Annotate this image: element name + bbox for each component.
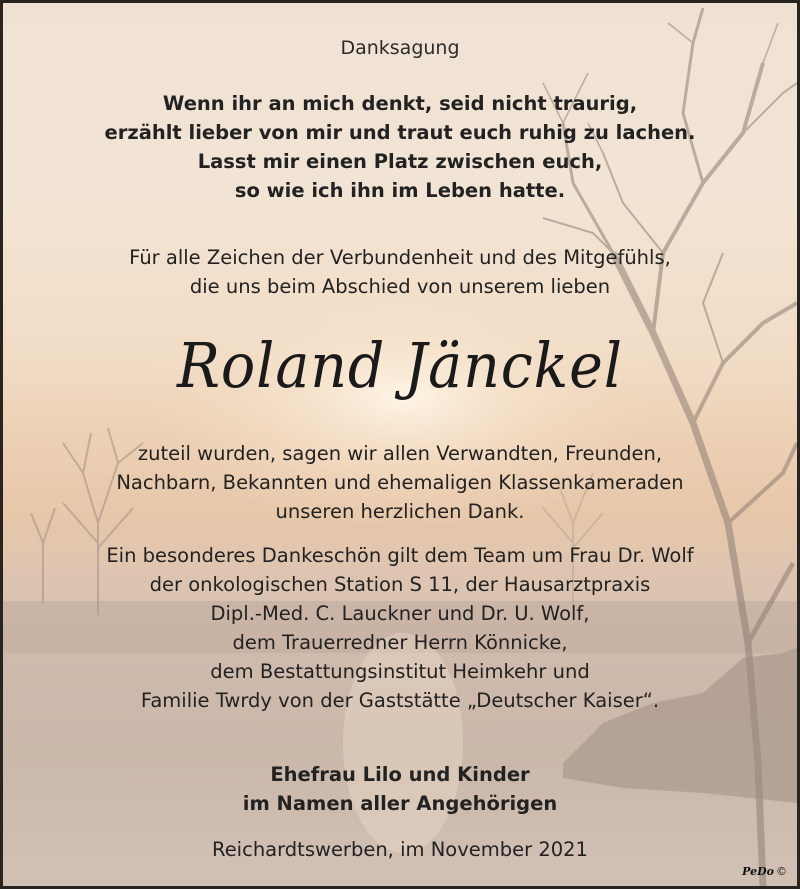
place-date: Reichardtswerben, im November 2021	[212, 838, 588, 861]
watermark-text: PeDo	[742, 865, 774, 878]
special-thanks-line: der onkologischen Station S 11, der Hausarztpraxis	[149, 573, 651, 596]
thanks-line: unseren herzlichen Dank.	[275, 500, 525, 523]
header-title: Danksagung	[340, 37, 460, 59]
signature-line: Ehefrau Lilo und Kinder	[270, 763, 530, 786]
poem	[3, 89, 797, 205]
intro-paragraph	[3, 243, 797, 301]
signature-line: im Namen aller Angehörigen	[242, 792, 558, 815]
poem-line: so wie ich ihn im Leben hatte.	[234, 179, 566, 202]
special-thanks-line: dem Bestattungsinstitut Heimkehr und	[210, 660, 590, 683]
poem-line: Lasst mir einen Platz zwischen euch,	[197, 150, 603, 173]
signature	[3, 760, 797, 818]
intro-line: die uns beim Abschied von unserem lieben	[189, 275, 611, 298]
thanks-line: zuteil wurden, sagen wir allen Verwandten, Freunden,	[137, 442, 663, 465]
special-thanks-line: Familie Twrdy von der Gaststätte „Deutscher Kaiser“.	[140, 689, 660, 712]
publisher-watermark	[742, 865, 787, 878]
thanks-paragraph	[3, 439, 797, 526]
special-thanks-line: Ein besonderes Dankeschön gilt dem Team um Frau Dr. Wolf	[106, 544, 694, 567]
obituary-content	[3, 3, 797, 886]
special-thanks-paragraph	[3, 541, 797, 715]
special-thanks-line: Dipl.-Med. C. Lauckner und Dr. U. Wolf,	[210, 602, 590, 625]
thanks-line: Nachbarn, Bekannten und ehemaligen Klassenkameraden	[116, 471, 684, 494]
deceased-name: Roland Jänckel	[177, 329, 623, 402]
special-thanks-line: dem Trauerredner Herrn Könnicke,	[232, 631, 568, 654]
intro-line: Für alle Zeichen der Verbundenheit und des Mitgefühls,	[129, 246, 671, 269]
copyright-icon: ©	[776, 865, 787, 878]
poem-line: erzählt lieber von mir und traut euch ruhig zu lachen.	[104, 121, 696, 144]
poem-line: Wenn ihr an mich denkt, seid nicht traurig,	[162, 92, 638, 115]
